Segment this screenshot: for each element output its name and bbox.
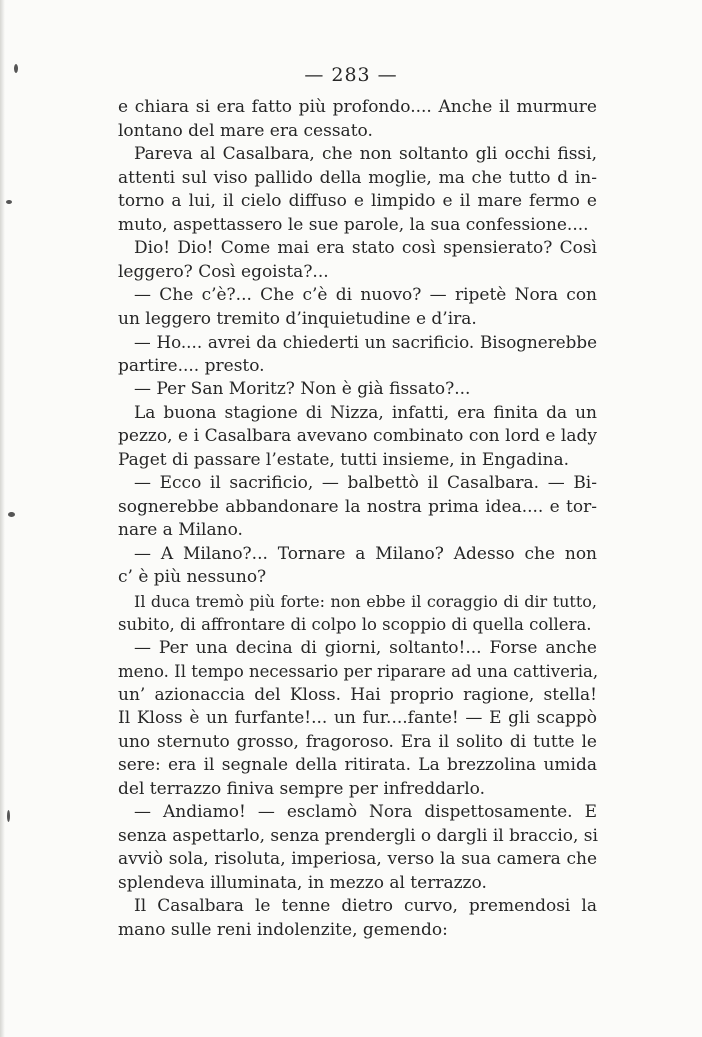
text-line: La buona stagione di Nizza, infatti, era finita da un (134, 402, 597, 423)
text-line: un leggero tremito d’inquietudine e d’ira. (118, 308, 477, 329)
scan-speck (6, 200, 12, 204)
text-line: Paget di passare l’estate, tutti insieme, in Engadina. (118, 449, 570, 470)
text-line: senza aspettarlo, senza prendergli o dargli il braccio, si (118, 825, 598, 846)
text-line: — Ho.... avrei da chiederti un sacrificio. Bisognerebbe (134, 332, 597, 352)
text-line: — Andiamo! — esclamò Nora dispettosamente. E (134, 802, 597, 822)
text-line: c’ è più nessuno? (118, 567, 267, 587)
text-line: meno. Il tempo necessario per riparare ad una cattiveria, (118, 662, 599, 681)
text-line: partire.... presto. (118, 355, 265, 376)
text-line: avviò sola, risoluta, imperiosa, verso la sua camera che (118, 849, 597, 869)
scan-speck (7, 810, 10, 822)
text-line: — Per San Moritz? Non è già fissato?... (134, 379, 471, 399)
text-line: — Ecco il sacrificio, — balbettò il Casalbara. — Bi- (134, 473, 597, 493)
text-line: leggero? Così egoista?... (118, 261, 329, 282)
text-line: Pareva al Casalbara, che non soltanto gli occhi fissi, (134, 144, 597, 164)
text-line: pezzo, e i Casalbara avevano combinato con lord e lady (118, 426, 597, 446)
text-line: — Per una decina di giorni, soltanto!... Forse anche (134, 637, 597, 658)
page-edge-shadow (0, 0, 5, 1037)
text-line: del terrazzo finiva sempre per infreddarlo. (118, 778, 486, 799)
scan-speck (8, 512, 15, 517)
text-line: Dio! Dio! Come mai era stato così spensierato? Così (134, 238, 597, 258)
text-line: attenti sul viso pallido della moglie, ma che tutto d in- (118, 167, 597, 188)
text-line: torno a lui, il cielo diffuso e limpido e il mare fermo e (118, 191, 597, 211)
text-line: — A Milano?... Tornare a Milano? Adesso che non (134, 543, 597, 564)
text-line: un’ azionaccia del Kloss. Hai proprio ragione, stella! (118, 684, 597, 705)
page-number: — 283 — (304, 64, 398, 86)
text-line: — Che c’è?... Che c’è di nuovo? — ripetè Nora con (134, 285, 597, 305)
text-line: sognerebbe abbandonare la nostra prima idea.... e tor- (118, 496, 597, 517)
text-line: subito, di affrontare di colpo lo scoppio di quella collera. (118, 615, 592, 634)
text-line: sere: era il segnale della ritirata. La brezzolina umida (118, 755, 597, 775)
text-line: Il Casalbara le tenne dietro curvo, premendosi la (134, 896, 597, 916)
text-line: lontano del mare era cessato. (118, 120, 373, 141)
text-line: mano sulle reni indolenzite, gemendo: (118, 919, 448, 940)
text-line: uno sternuto grosso, fragoroso. Era il solito di tutte le (118, 731, 597, 752)
text-line: nare a Milano. (118, 520, 243, 540)
text-line: splendeva illuminata, in mezzo al terrazzo. (118, 872, 487, 893)
body-text (118, 96, 597, 942)
text-line: Il duca tremò più forte: non ebbe il coraggio di dir tutto, (134, 591, 597, 611)
text-line: Il Kloss è un furfante!... un fur....fante! — E gli scappò (118, 708, 597, 728)
text-line: muto, aspettassero le sue parole, la sua confessione.... (118, 214, 589, 235)
text-line: e chiara si era fatto più profondo.... Anche il murmure (118, 97, 597, 117)
